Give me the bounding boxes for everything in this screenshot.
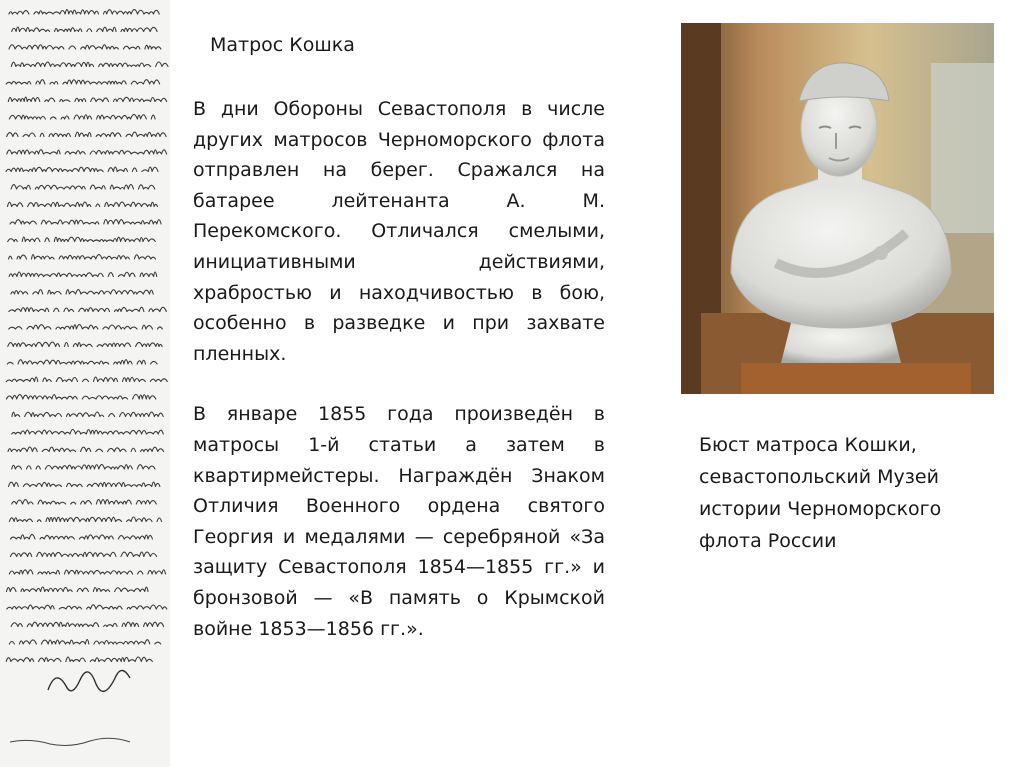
photo-caption: Бюст матроса Кошки, севастопольский Музей истории Черноморского флота России [699,434,942,552]
paragraph-awards: В январе 1855 года произведён в матросы 1-й статьи а затем в квартирмейстеры. Награждён Знаком Отличия Военного ордена святого Георгия и медалями — серебряной «За защиту Севастополя 1854—1855 гг.» и бронзовой — «В память о Крымской войне 1853—1856 гг.». [193,403,605,640]
slide-title: Матрос Кошка [210,34,355,56]
bust-photo [681,23,994,394]
biography-text [193,94,605,644]
paragraph-defense: В дни Обороны Севастополя в числе других матросов Черноморского флота отправлен на берег. Сражался на батарее лейтенанта А. М. Перекомского. Отличался смелыми, инициативными действиями, храбростью и находчивостью в бою, особенно в разведке и при захвате пленных. [193,98,605,365]
handwritten-manuscript-image [0,0,170,767]
